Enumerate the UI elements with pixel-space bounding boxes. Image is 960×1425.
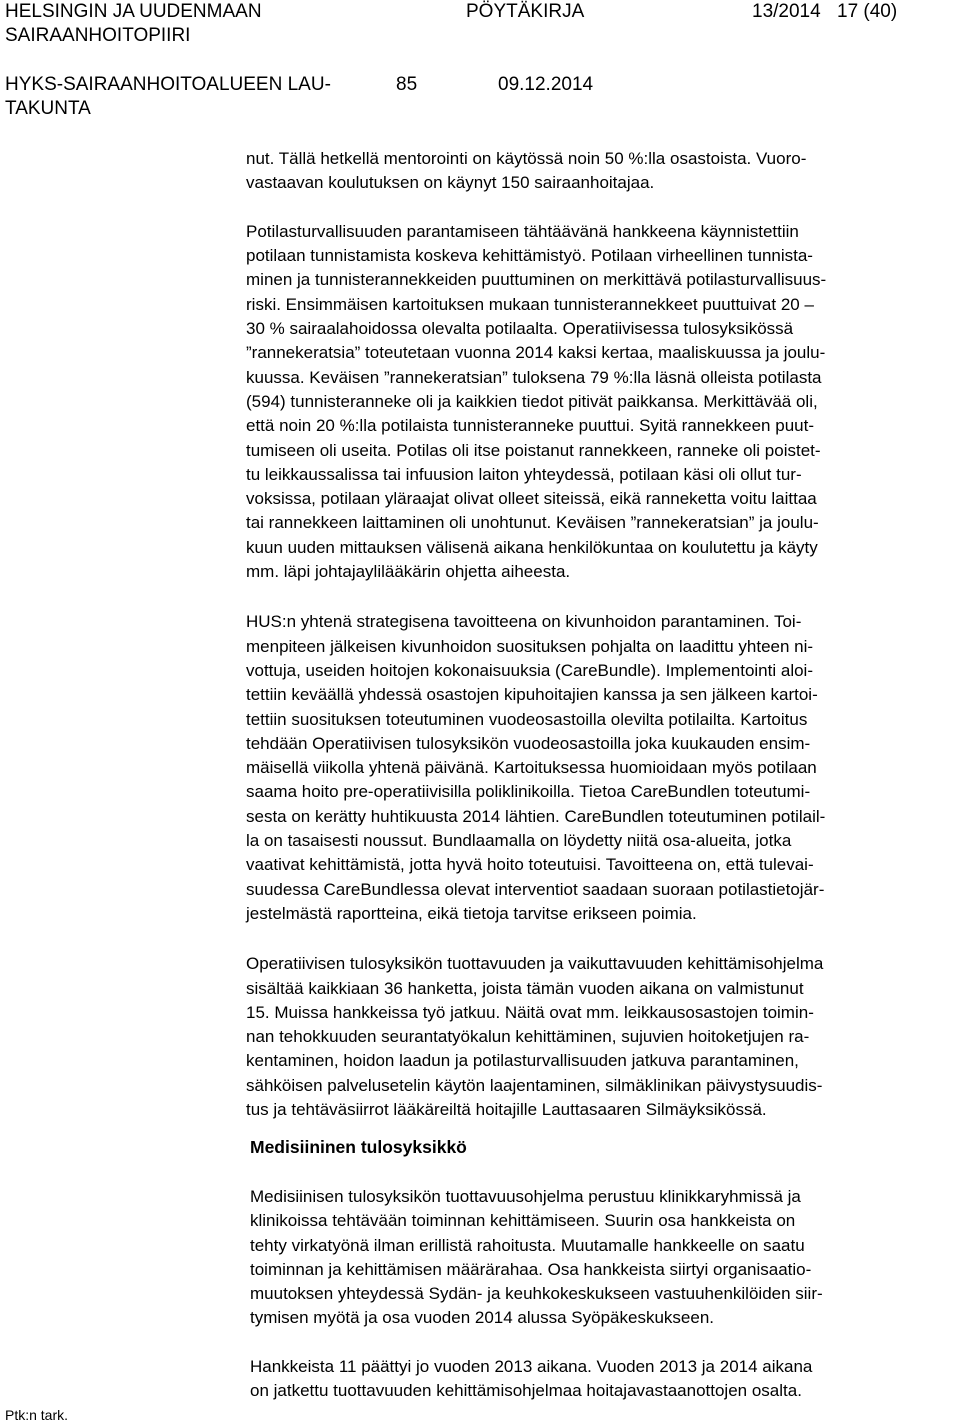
text-line: Medisiinisen tulosyksikön tuottavuusohjelma perustuu klinikkaryhmissä ja	[250, 1187, 801, 1206]
text-line: sähköisen palvelusetelin käytön laajentaminen, silmäklinikan päivystysuudis-	[246, 1075, 823, 1095]
meeting-date: 09.12.2014	[498, 74, 594, 95]
text-line: toiminnan ja kehittämisen määrärahaa. Osa hankkeista siirtyi organisaatio-	[250, 1259, 812, 1279]
text-line: tettiin keväällä yhdessä osastojen kipuhoitajien kanssa ja sen jälkeen kartoi-	[246, 685, 818, 705]
text-line: nan tehokkuuden seurantatyökalun kehittäminen, sujuvien hoitoketjujen ra-	[246, 1027, 810, 1047]
document-type: PÖYTÄKIRJA	[466, 1, 585, 22]
text-line: tymisen myötä ja osa vuoden 2014 alussa Syöpäkeskukseen.	[250, 1308, 714, 1328]
text-line: menpiteen jälkeisen kivunhoidon suosituksen pohjalta on laadittu yhteen ni-	[246, 636, 814, 656]
text-line: la on tasaisesti noussut. Bundlaamalla on löydetty niitä osa-alueita, jotka	[246, 831, 792, 851]
governing-body-line: TAKUNTA	[5, 98, 91, 119]
text-line: suudessa CareBundlessa olevat interventiot saadaan suoraan potilastietojär-	[246, 879, 825, 899]
paragraph	[246, 952, 952, 1122]
text-line: jestelmästä raportteina, eikä tietoja tarvitse erikseen poimia.	[246, 903, 697, 923]
organization-line: HELSINGIN JA UUDENMAAN	[5, 1, 262, 22]
text-line: tai rannekkeen laittaminen oli unohtunut. Keväisen ”rannekeratsian” ja joulu-	[246, 513, 819, 533]
text-line: 30 % sairaalahoidossa olevalta potilaalta. Operatiivisessa tulosyksikössä	[246, 319, 794, 339]
text-line: saama hoito pre-operatiivisilla poliklinikoilla. Tietoa CareBundlen toteutumi-	[246, 782, 811, 802]
text-line: mäisellä viikolla yhtenä päivänä. Kartoituksessa huomioidaan myös potilaan	[246, 758, 817, 778]
section-body-text	[250, 1185, 926, 1404]
text-line: 15. Muissa hankkeissa työ jatkuu. Näitä ovat mm. leikkausosastojen toimin-	[246, 1002, 814, 1022]
text-line: Hankkeista 11 päättyi jo vuoden 2013 aikana. Vuoden 2013 ja 2014 aikana	[250, 1357, 813, 1377]
text-line: vaativat kehittämistä, jotta hyvä hoito toteutuisi. Tavoitteena on, että tulevai-	[246, 855, 814, 875]
text-line: HUS:n yhtenä strategisena tavoitteena on kivunhoidon parantaminen. Toi-	[246, 612, 802, 632]
body-text	[246, 147, 952, 1122]
section-number: 85	[396, 74, 418, 95]
paragraph	[246, 610, 952, 926]
text-line: voksissa, potilaan yläraajat olivat olleet siteissä, eikä ranneketta voitu laittaa	[246, 489, 817, 509]
organization-line: SAIRAANHOITOPIIRI	[5, 25, 191, 46]
organization-name	[5, 0, 262, 48]
paragraph	[250, 1355, 926, 1404]
text-line: vastaavan koulutuksen on käynyt 150 sairaanhoitajaa.	[246, 173, 655, 193]
governing-body	[5, 73, 331, 121]
text-line: on jatkettu tuottavuuden kehittämisohjelmaa hoitajavastaanottojen osalta.	[250, 1381, 802, 1401]
text-line: tettiin suosituksen toteutuminen vuodeosastoilla olevilta potilailta. Kartoitus	[246, 709, 808, 729]
text-line: sesta on kerätty huhtikuusta 2014 lähtien. CareBundlen toteutuminen potilail-	[246, 806, 826, 826]
document-number: 13/2014	[752, 1, 821, 22]
text-line: muutoksen yhteydessä Sydän- ja keuhkokeskukseen vastuuhenkilöiden siir-	[250, 1284, 823, 1304]
text-line: klinikoissa tehtävään toiminnan kehittämiseen. Suurin osa hankkeista on	[250, 1211, 796, 1231]
text-line: ”rannekeratsia” toteutetaan vuonna 2014 kaksi kertaa, maaliskuussa ja joulu-	[246, 343, 826, 363]
text-line: tehdään Operatiivisen tulosyksikön vuodeosastoilla joka kuukauden ensim-	[246, 733, 811, 753]
text-line: (594) tunnisteranneke oli ja kaikkien tiedot pitivät paikkansa. Merkittävää oli,	[246, 391, 818, 411]
text-line: mm. läpi johtajaylilääkärin ohjetta aiheesta.	[246, 562, 571, 582]
text-line: tehty virkatyönä ilman erillistä rahoitusta. Muutamalle hankkeelle on saatu	[250, 1235, 805, 1255]
minutes-checker-label: Ptk:n tark.	[5, 1407, 69, 1423]
text-line: minen ja tunnisterannekkeiden puuttuminen on merkittävä potilasturvallisuus-	[246, 270, 827, 290]
page-indicator: 17 (40)	[837, 1, 898, 22]
text-line: riski. Ensimmäisen kartoituksen mukaan tunnisterannekkeet puuttuivat 20 –	[246, 294, 814, 314]
text-line: vottuja, useiden hoitojen kokonaisuuksia (CareBundle). Implementointi aloi-	[246, 660, 813, 680]
text-line: kuussa. Keväisen ”rannekeratsian” tuloksena 79 %:lla läsnä olleista potilasta	[246, 367, 822, 387]
paragraph	[246, 147, 952, 196]
text-line: potilaan tunnistamista koskeva kehittämistyö. Potilaan virheellinen tunnista-	[246, 246, 813, 266]
governing-body-line: HYKS-SAIRAANHOITOALUEEN LAU-	[5, 74, 331, 95]
text-line: sisältää kaikkiaan 36 hanketta, joista tämän vuoden aikana on valmistunut	[246, 978, 804, 998]
text-line: että noin 20 %:lla potilaista tunnisteranneke puuttui. Syitä rannekkeen puut-	[246, 416, 814, 436]
text-line: tus ja tehtäväsiirrot lääkäreiltä hoitajille Lauttasaaren Silmäyksikössä.	[246, 1099, 767, 1119]
text-line: kuun uuden mittauksen välisenä aikana henkilökuntaa on koulutettu ja käyty	[246, 537, 818, 557]
text-line: nut. Tällä hetkellä mentorointi on käytössä noin 50 %:lla osastoista. Vuoro-	[246, 149, 807, 168]
section-heading: Medisiininen tulosyksikkö	[250, 1137, 467, 1157]
text-line: tu leikkaussalissa tai infuusion laiton yhteydessä, potilaan käsi oli ollut tur-	[246, 464, 802, 484]
paragraph	[246, 220, 952, 584]
text-line: kentaminen, hoidon laadun ja potilasturvallisuuden jatkuva parantaminen,	[246, 1051, 799, 1071]
text-line: tumiseen oli useita. Potilas oli itse poistanut rannekkeen, ranneke oli poistet-	[246, 440, 821, 460]
paragraph	[250, 1185, 926, 1331]
text-line: Operatiivisen tulosyksikön tuottavuuden ja vaikuttavuuden kehittämisohjelma	[246, 954, 824, 974]
text-line: Potilasturvallisuuden parantamiseen tähtäävänä hankkeena käynnistettiin	[246, 221, 799, 241]
